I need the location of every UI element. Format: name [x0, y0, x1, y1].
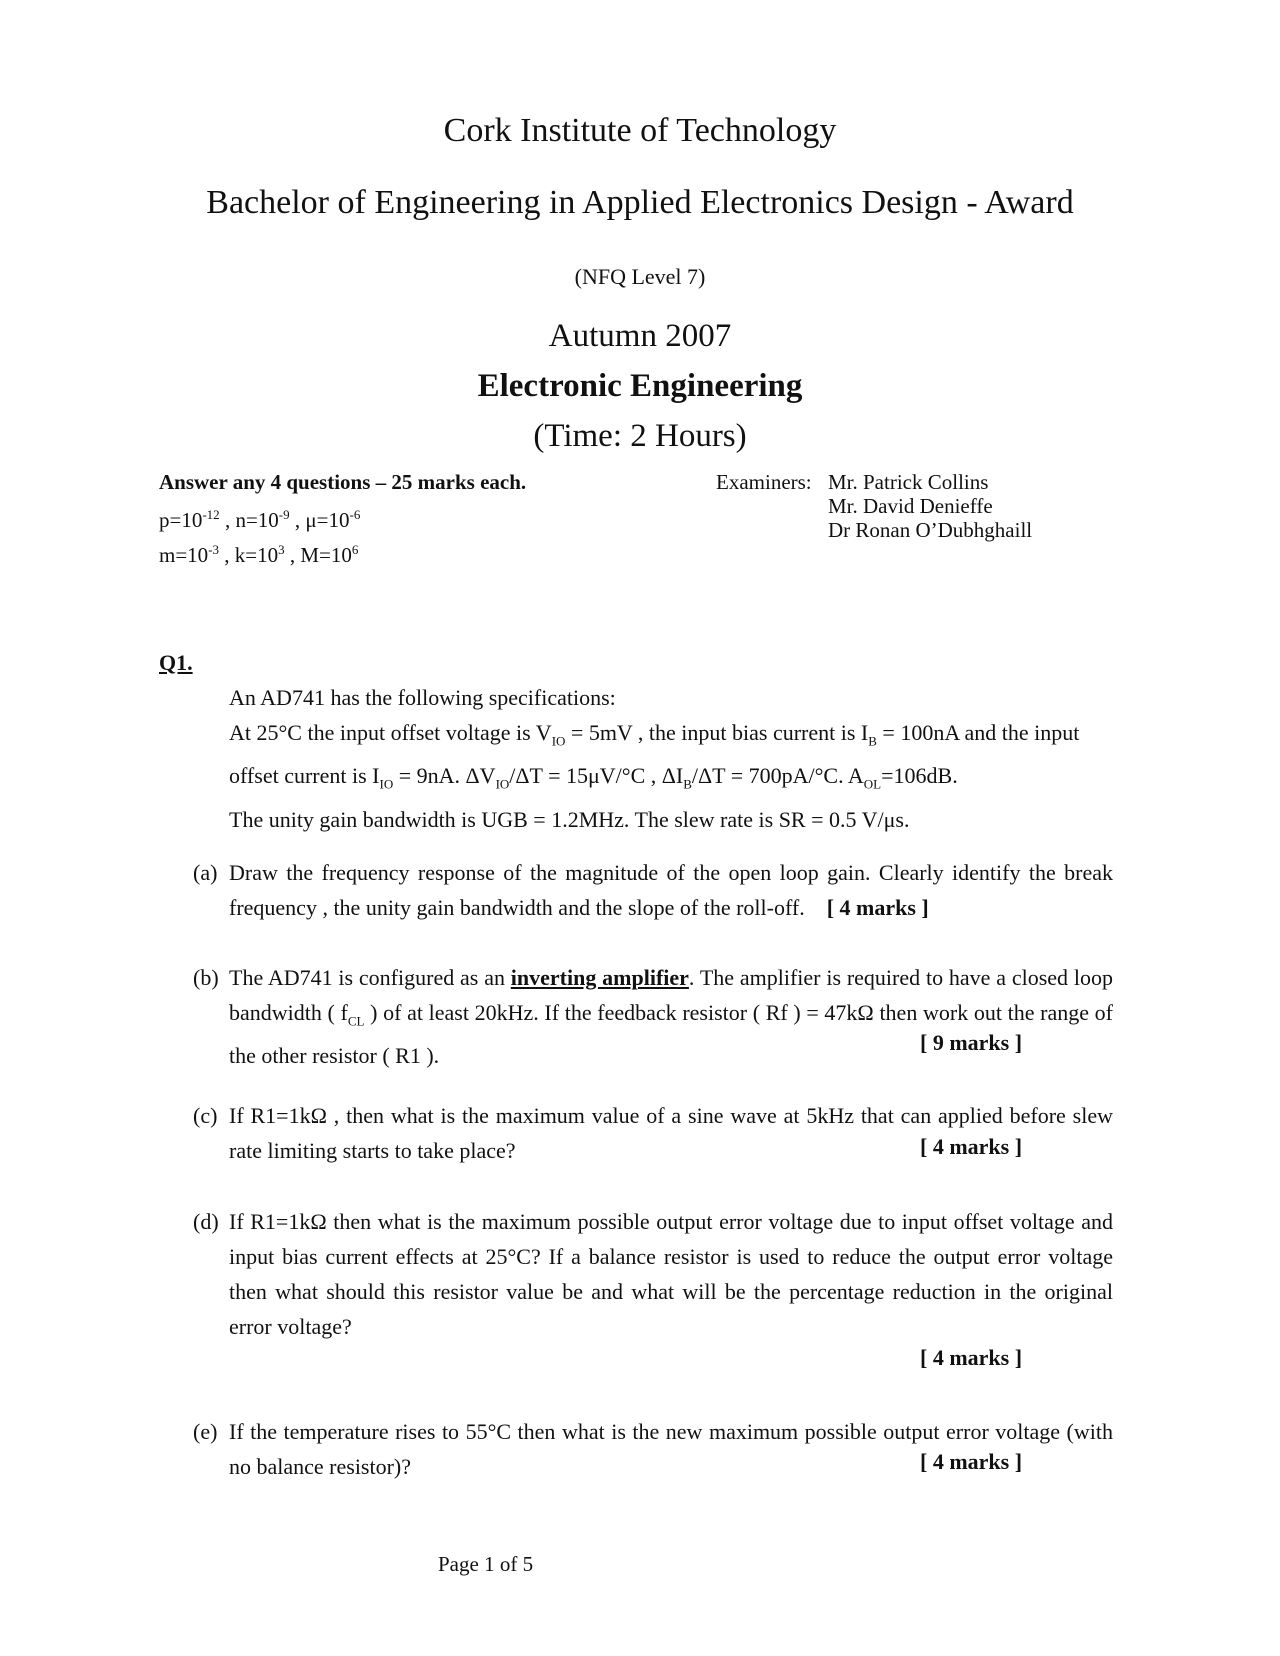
institution-title: Cork Institute of Technology — [443, 112, 837, 149]
examiner-name: Mr. Patrick Collins — [828, 470, 989, 494]
question-intro: An AD741 has the following specifications: At 25°C the input offset voltage is $V_{IO} = 5mV$ , the input bias current is $I_B = 100nA$ and the input offset current is $I_{IO} = 9nA$. $\Delta V_{IO}/\Delta T = 15\mu V/^\circ C$ , $\Delta I_B/\Delta T = 700pA/^\circ C$. $A_{OL}=106dB$. The unity gain bandwidth is UGB = 1.2MHz. The slew rate is SR = 0.5 V/μs. — [229, 685, 1080, 832]
prefix-line-2: $m=10^{-3}$ , $k=10^3$ , $M=10^6$ — [159, 542, 359, 567]
nfq-level: (NFQ Level 7) — [574, 264, 706, 289]
exam-session: Autumn 2007 — [548, 318, 732, 354]
part-marks: [ 4 marks ] — [920, 1134, 1023, 1159]
exam-duration: (Time: 2 Hours) — [533, 418, 747, 454]
prefix-line-1: $p=10^{-12}$ , $n=10^{-9}$ , $\mu=10^{-6}$ — [159, 507, 361, 532]
question-part-c: (c) If R1=1kΩ , then what is the maximum value of a sine wave at 5kHz that can applied before slew rate limiting starts to take place? — [193, 1098, 1113, 1168]
examiner-name: Dr Ronan O’Dubhghaill — [828, 518, 1033, 542]
examiners-label: Examiners: — [716, 470, 812, 494]
part-label: (c) — [193, 1103, 218, 1128]
question-part-e: (e) If the temperature rises to 55°C then what is the new maximum possible output error voltage (with no balance resistor)? — [193, 1414, 1113, 1484]
part-label: (b) — [193, 965, 219, 990]
question-part-a: (a) Draw the frequency response of the magnitude of the open loop gain. Clearly identify the break frequency , the unity gain bandwidth and the slope of the roll-off. [ 4 marks ] — [193, 855, 1113, 925]
emphasis-text: inverting amplifier — [510, 965, 689, 990]
question-part-d: (d) If R1=1kΩ then what is the maximum possible output error voltage due to input offset voltage and input bias current effects at 25°C? If a balance resistor is used to reduce the output error voltage then what should this resistor value be and what will be the percentage reduction in the original error voltage? — [193, 1204, 1113, 1344]
question-heading: Q1. — [159, 650, 193, 675]
part-marks: [ 4 marks ] — [920, 1345, 1023, 1370]
part-label: (a) — [193, 860, 218, 885]
part-marks: [ 4 marks ] — [826, 895, 929, 920]
part-marks: [ 9 marks ] — [920, 1030, 1023, 1055]
part-marks: [ 4 marks ] — [920, 1449, 1023, 1474]
part-label: (e) — [193, 1419, 218, 1444]
part-label: (d) — [193, 1209, 219, 1234]
answer-instructions: Answer any 4 questions – 25 marks each. — [159, 470, 527, 494]
question-part-b: (b) The AD741 is configured as an inverting amplifier. The amplifier is required to have a closed loop bandwidth ( $f_{CL}$ ) of at least 20kHz. If the feedback resistor ( Rf ) = 47kΩ then work out the range of the other resistor ( R1 ). — [193, 960, 1113, 1073]
subject-title: Electronic Engineering — [477, 368, 803, 404]
page-number: Page 1 of 5 — [438, 1552, 534, 1576]
examiner-name: Mr. David Denieffe — [828, 494, 993, 518]
programme-title: Bachelor of Engineering in Applied Electronics Design - Award — [206, 184, 1074, 221]
